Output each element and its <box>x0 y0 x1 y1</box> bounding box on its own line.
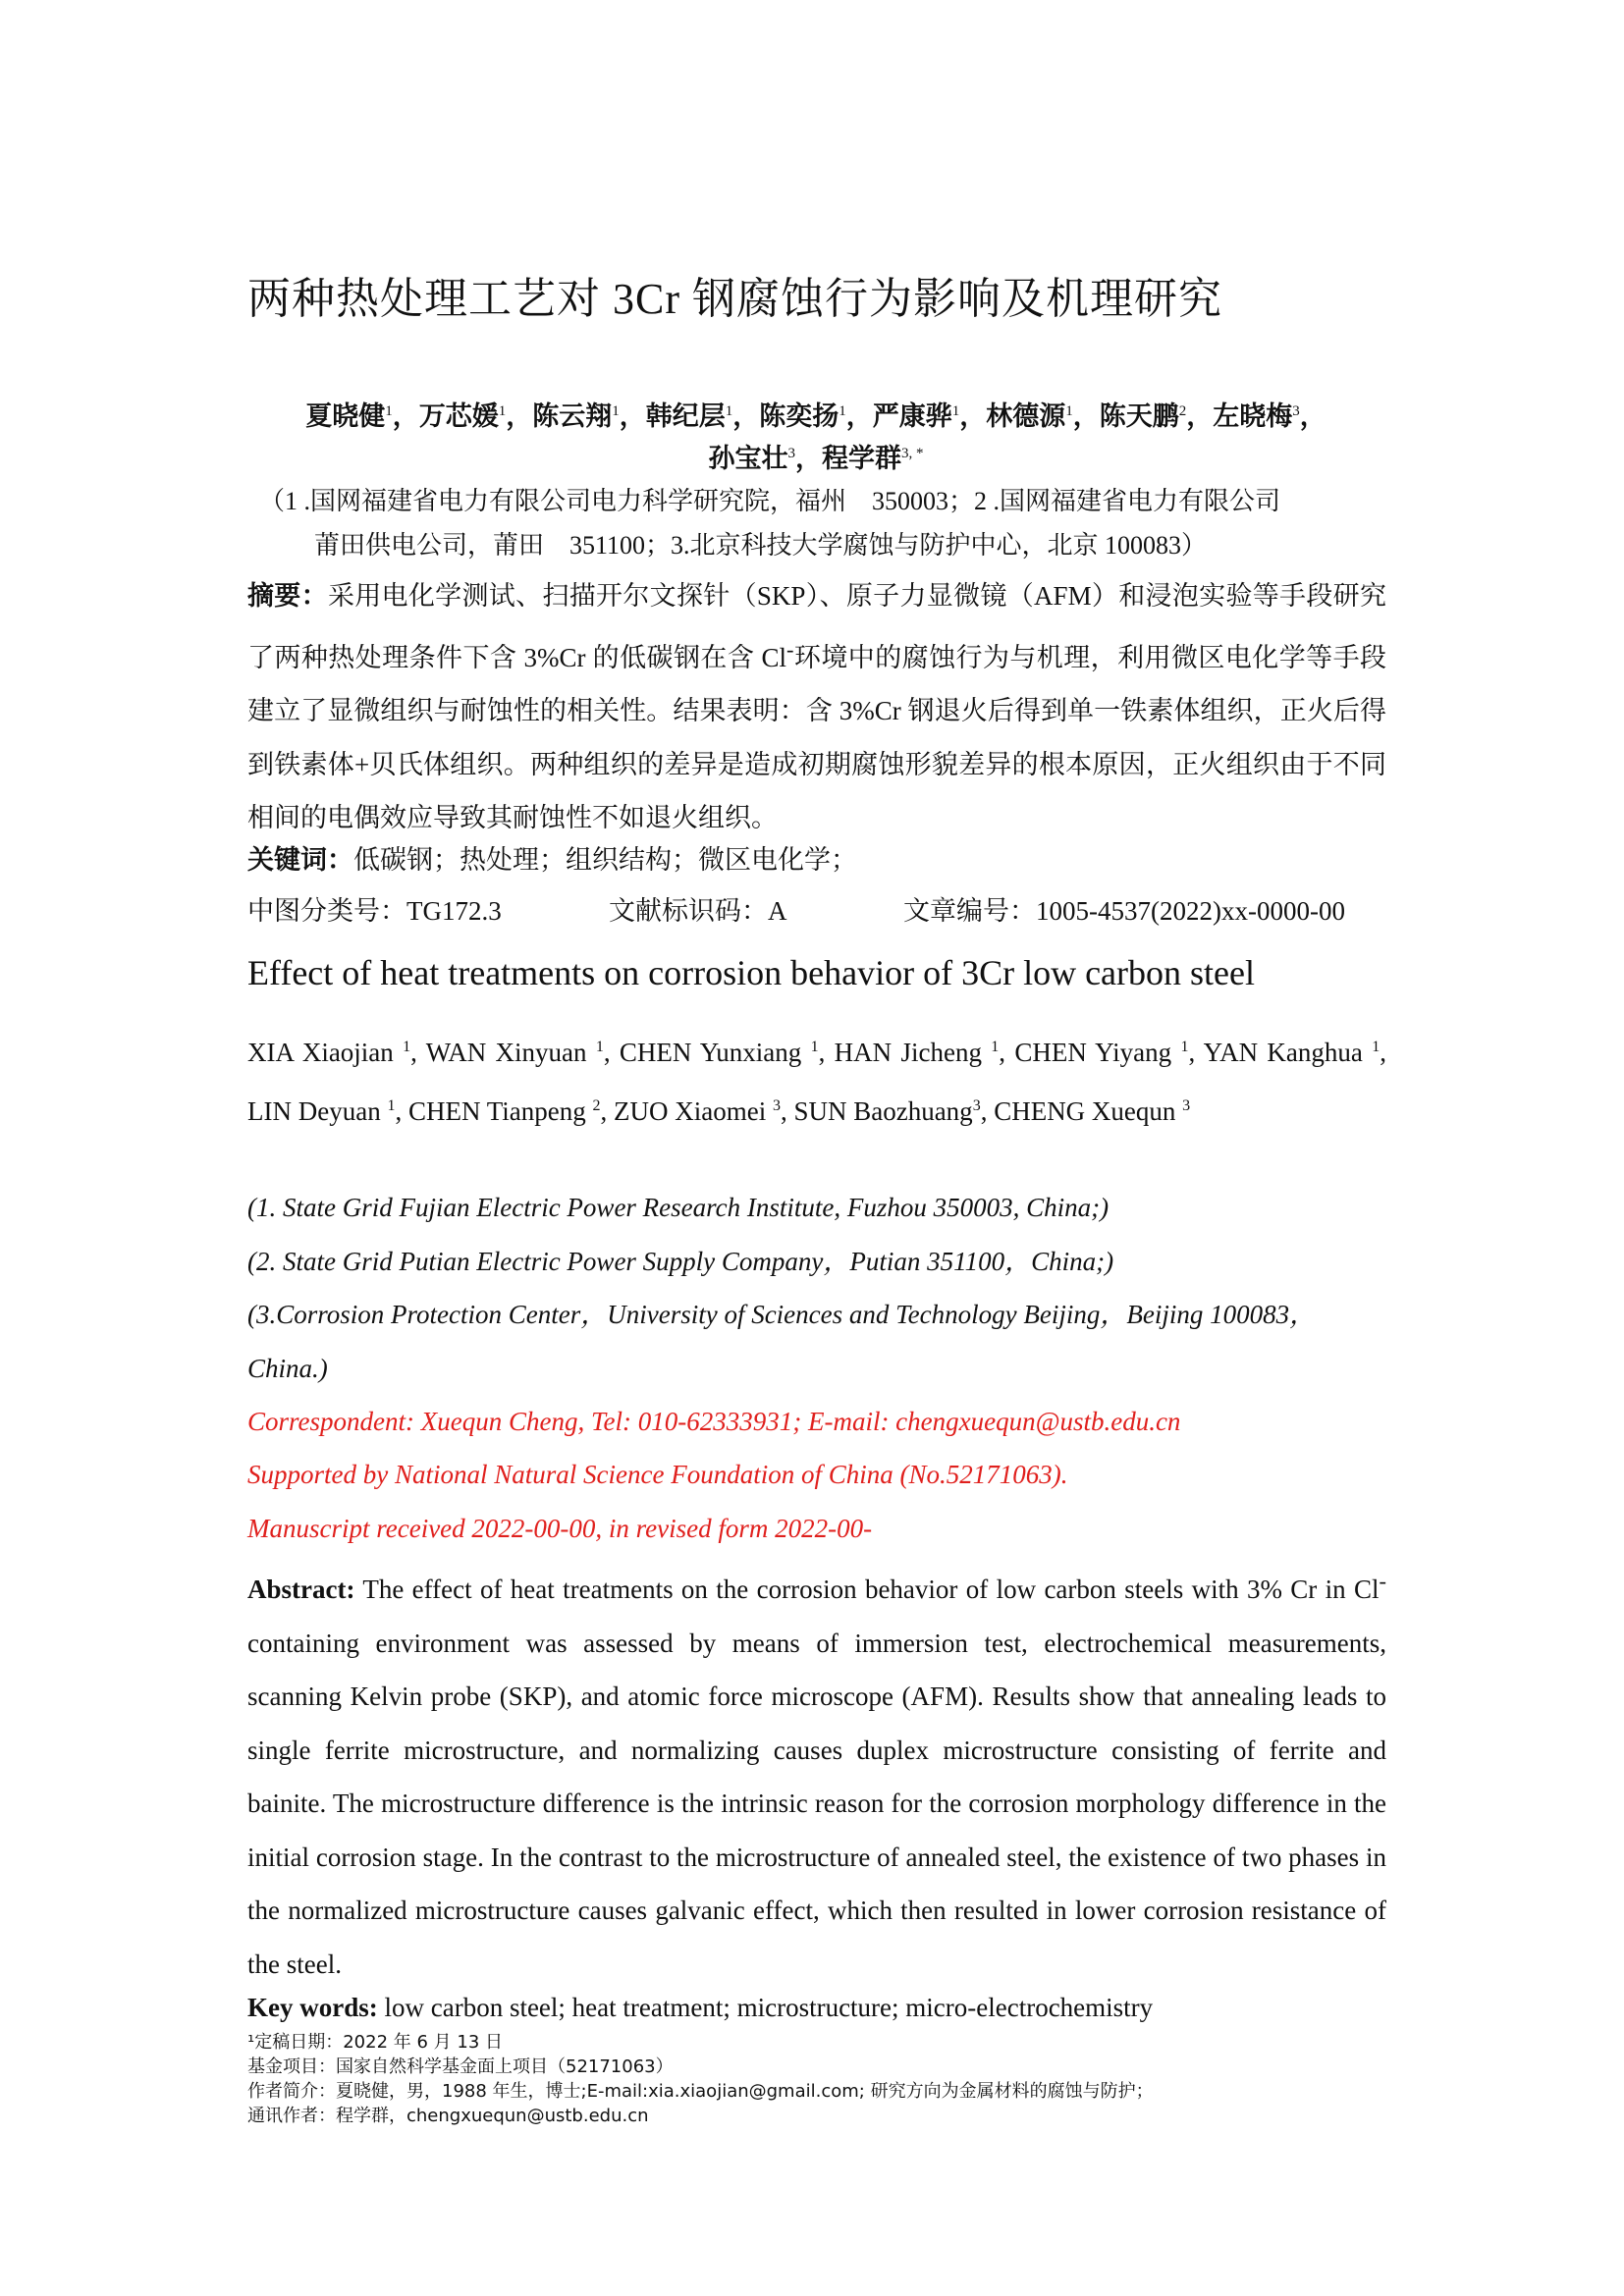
english-authors <box>247 1021 1386 1138</box>
chinese-authors-line-1 <box>247 395 1384 433</box>
author-separator: ， <box>1072 401 1100 431</box>
author-affiliation-marker: 1 <box>595 1039 604 1055</box>
english-title: Effect of heat treatments on corrosion behavior of 3Cr low carbon steel <box>247 953 1255 992</box>
author-list <box>247 395 1384 433</box>
author-name: HAN Jicheng <box>834 1038 992 1067</box>
author-name: 陈奕扬 <box>759 401 839 431</box>
author-name: LIN Deyuan <box>247 1095 388 1126</box>
author-affiliation-marker: 1 <box>403 1039 411 1055</box>
author-name: 夏晓健 <box>305 401 386 431</box>
author-separator: ， <box>845 401 873 431</box>
author-separator: ， <box>1186 401 1214 431</box>
author-separator: , <box>603 1038 620 1067</box>
author-affiliation-marker: 3 <box>1182 1096 1191 1114</box>
footnote-corresponding-author: 通讯作者：程学群，chengxuequn@ustb.edu.cn <box>247 2106 649 2126</box>
chinese-keywords <box>247 838 1386 877</box>
author-affiliation-marker: 1 <box>385 403 393 419</box>
footnotes <box>247 2030 1154 2128</box>
author-name: 韩纪层 <box>645 401 726 431</box>
author-name: WAN Xinyuan <box>425 1038 596 1067</box>
author-name: XIA Xiaojian <box>247 1038 404 1067</box>
author-separator: , <box>395 1095 408 1126</box>
author-name: CHENG Xuequn <box>994 1095 1183 1126</box>
affiliation-line-2: 莆田供电公司，莆田 351100；3.北京科技大学腐蚀与防护中心，北京 100083） <box>314 531 1208 560</box>
author-separator: , <box>1188 1038 1204 1067</box>
author-affiliation-marker: 1 <box>1372 1039 1380 1055</box>
author-affiliation-marker: 1 <box>387 1096 396 1114</box>
author-name: ZUO Xiaomei <box>613 1095 773 1126</box>
author-separator: , <box>780 1095 794 1126</box>
author-name: CHEN Tianpeng <box>407 1095 593 1126</box>
keywords-label: 关键词： <box>247 845 353 875</box>
abstract-text-part-2: 环境中的腐蚀行为与机理，利用微区电化学等手段建立了显微组织与耐蚀性的相关性。结果表明：含 3%Cr 钢退火后得到单一铁素体组织，正火后得到铁素体+贝氏体组织。两种组织的差异是造成初期腐蚀形貌差异的根本原因，正火组织由于不同相间的电偶效应导致其耐蚀性不如退火组织。 <box>247 642 1386 832</box>
author-name: YAN Kanghua <box>1203 1038 1373 1067</box>
author-separator: ， <box>619 401 646 431</box>
english-abstract <box>247 1555 1386 1991</box>
author-separator: ， <box>1299 401 1326 431</box>
author-affiliation-marker: 2 <box>1178 403 1187 419</box>
author-name: SUN Baozhuang <box>793 1095 973 1126</box>
funding-line: Supported by National Natural Science Foundation of China (No.52171063). <box>247 1460 1068 1489</box>
author-affiliation-marker: 3, * <box>901 446 924 461</box>
superscript: - <box>1379 1569 1386 1593</box>
author-name: 严康骅 <box>872 401 952 431</box>
author-separator: ， <box>795 444 822 473</box>
abstract-text-part-2: containing environment was assessed by means of immersion test, electrochemical measurements, scanning Kelvin probe (SKP), and atomic force microscope (AFM). Results show that annealing leads to single ferrite microstructure, and normalizing causes duplex microstructure consisting of ferrite and bainite. The microstructure difference is the intrinsic reason for the corrosion morphology difference in the initial corrosion stage. In the contrast to the microstructure of annealed steel, the existence of two phases in the normalized microstructure causes galvanic effect, which then resulted in lower corrosion resistance of the steel. <box>247 1628 1386 1979</box>
footnote-author-bio: 作者简介：夏晓健，男，1988 年生，博士;E-mail:xia.xiaojian@gmail.com; 研究方向为金属材料的腐蚀与防护； <box>247 2081 1154 2102</box>
author-affiliation-marker: 1 <box>725 403 733 419</box>
chinese-authors-line-2 <box>247 437 1384 475</box>
english-keywords <box>247 1993 1153 2023</box>
document-code: 文献标识码：A <box>609 896 787 926</box>
author-name: 林德源 <box>986 401 1066 431</box>
author-affiliation-marker: 2 <box>592 1096 601 1114</box>
author-affiliation-marker: 1 <box>839 403 846 419</box>
chinese-title: 两种热处理工艺对 3Cr 钢腐蚀行为影响及机理研究 <box>247 275 1222 323</box>
author-separator: , <box>600 1095 614 1126</box>
superscript: - <box>785 636 794 662</box>
author-affiliation-marker: 1 <box>951 403 960 419</box>
author-affiliation-marker: 1 <box>991 1039 1000 1055</box>
author-affiliation-marker: 1 <box>810 1039 819 1055</box>
author-affiliation-marker: 3 <box>772 1096 781 1114</box>
correspondent-line: Correspondent: Xuequn Cheng, Tel: 010-62333931; E-mail: chengxuequn@ustb.edu.cn <box>247 1407 1181 1436</box>
author-separator: ， <box>392 401 419 431</box>
author-name: CHEN Yiyang <box>1014 1038 1181 1067</box>
english-affiliation-3: (3.Corrosion Protection Center，University of Sciences and Technology Beijing，Beijing 100083，China.) <box>247 1300 1317 1383</box>
author-separator: ， <box>732 401 760 431</box>
author-name: 左晓梅 <box>1213 401 1293 431</box>
author-name: 陈云翔 <box>532 401 613 431</box>
author-list <box>247 437 1384 475</box>
author-separator: , <box>980 1095 995 1126</box>
author-affiliation-marker: 1 <box>1065 403 1073 419</box>
author-affiliation-marker: 1 <box>498 403 507 419</box>
english-affiliation-1: (1. State Grid Fujian Electric Power Research Institute, Fuzhou 350003, China;) <box>247 1193 1110 1222</box>
author-name: CHEN Yunxiang <box>619 1038 811 1067</box>
author-separator: , <box>818 1038 835 1067</box>
abstract-text-part-1: 采用电化学测试、扫描开尔文探针（SKP）、原子力显微镜（AFM）和浸泡实验等手段研究了两种热处理条件下含 3%Cr 的低碳钢在含 Cl <box>247 581 1386 672</box>
footnote-final-date: ¹定稿日期：2022 年 6 月 13 日 <box>247 2032 503 2053</box>
keywords-text: low carbon steel; heat treatment; microstructure; micro-electrochemistry <box>377 1993 1154 2022</box>
clc-number: 中图分类号：TG172.3 <box>247 896 502 926</box>
chinese-affiliations <box>247 479 1386 567</box>
author-affiliation-marker: 1 <box>1180 1039 1189 1055</box>
abstract-label: 摘要： <box>247 581 328 611</box>
author-separator: ， <box>506 401 533 431</box>
author-separator: , <box>1380 1038 1386 1067</box>
english-affiliation-2: (2. State Grid Putian Electric Power Supply Company，Putian 351100，China;) <box>247 1247 1114 1276</box>
author-separator: , <box>410 1038 426 1067</box>
abstract-text-part-1: The effect of heat treatments on the corrosion behavior of low carbon steels with 3% Cr in Cl <box>354 1575 1380 1604</box>
article-number: 文章编号：1005-4537(2022)xx-0000-00 <box>903 896 1345 926</box>
author-name: 程学群 <box>822 444 901 473</box>
author-affiliation-marker: 3 <box>1292 403 1300 419</box>
author-affiliation-marker: 3 <box>972 1096 981 1114</box>
author-name: 万芯媛 <box>418 401 499 431</box>
abstract-label: Abstract: <box>247 1575 355 1604</box>
author-affiliation-marker: 3 <box>787 446 795 461</box>
author-name: 陈天鹏 <box>1099 401 1179 431</box>
keywords-label: Key words: <box>247 1993 378 2022</box>
footnote-funding: 基金项目：国家自然科学基金面上项目（52171063） <box>247 2056 674 2077</box>
author-name: 孙宝壮 <box>708 444 788 473</box>
keywords-text: 低碳钢；热处理；组织结构；微区电化学； <box>353 845 857 875</box>
author-affiliation-marker: 1 <box>612 403 620 419</box>
author-separator: , <box>999 1038 1015 1067</box>
author-separator: ， <box>959 401 987 431</box>
affiliation-line-1: （1 .国网福建省电力有限公司电力科学研究院，福州 350003；2 .国网福建省电力有限公司 <box>259 487 1281 515</box>
chinese-abstract <box>247 569 1386 845</box>
manuscript-received-line: Manuscript received 2022-00-00, in revised form 2022-00- <box>247 1514 873 1543</box>
